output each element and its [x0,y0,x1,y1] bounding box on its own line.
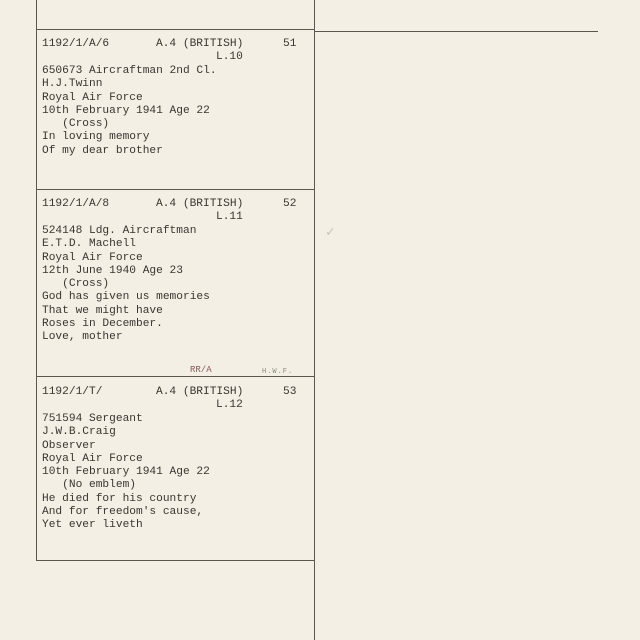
form-code: A.4 (BRITISH) [156,38,244,50]
entry-divider-1 [36,189,314,190]
form-code: A.4 (BRITISH) [156,198,244,210]
entry-number: 53 [283,386,297,398]
inscription-line: 10th February 1941 Age 22 [42,466,210,479]
inscription-line: 650673 Aircraftman 2nd Cl. [42,65,217,77]
inscription-line: Royal Air Force [42,91,143,104]
top-rule-right [314,31,598,32]
inscription-line: (No emblem) [42,479,136,492]
inscription-line: Roses in December. [42,318,163,331]
inscription-line: 524148 Ldg. Aircraftman [42,225,197,237]
l-reference: L.11 [216,211,243,223]
inscription-lines [42,225,210,345]
checker-mark: RR/A [190,365,212,375]
inscription-lines [42,65,217,158]
inscription-line: (Cross) [42,118,110,131]
inscription-line: 751594 Sergeant [42,413,143,425]
checker-initials: H.W.F. [262,368,294,376]
inscription-line: Royal Air Force [42,251,143,264]
left-column-rule [36,0,37,560]
inscription-lines [42,413,210,533]
inscription-line: J.W.B.Craig [42,426,116,439]
inscription-line: (Cross) [42,278,110,291]
inscription-line: 10th February 1941 Age 22 [42,104,210,117]
top-rule-left [36,29,314,30]
center-column-rule [314,0,315,640]
inscription-line: And for freedom's cause, [42,506,204,519]
inscription-line: Yet ever liveth [42,519,143,532]
entry-number: 51 [283,38,297,50]
faint-tick-mark: ✓ [326,225,335,241]
inscription-line: 12th June 1940 Age 23 [42,264,183,277]
inscription-line: Of my dear brother [42,144,163,157]
grave-reference: 1192/1/A/6 [42,38,110,50]
l-reference: L.12 [216,399,243,411]
grave-reference: 1192/1/A/8 [42,198,110,210]
form-code: A.4 (BRITISH) [156,386,244,398]
inscription-line: E.T.D. Machell [42,238,136,251]
inscription-line: He died for his country [42,492,197,505]
inscription-line: H.J.Twinn [42,78,103,91]
entry-divider-2 [36,376,314,377]
l-reference: L.10 [216,51,243,63]
inscription-line: That we might have [42,304,163,317]
inscription-line: Love, mother [42,331,123,344]
inscription-line: Observer [42,439,96,452]
entry-divider-3 [36,560,314,561]
grave-reference: 1192/1/T/ [42,386,103,398]
inscription-line: God has given us memories [42,291,210,304]
entry-number: 52 [283,198,297,210]
inscription-line: In loving memory [42,131,150,144]
inscription-line: Royal Air Force [42,452,143,465]
